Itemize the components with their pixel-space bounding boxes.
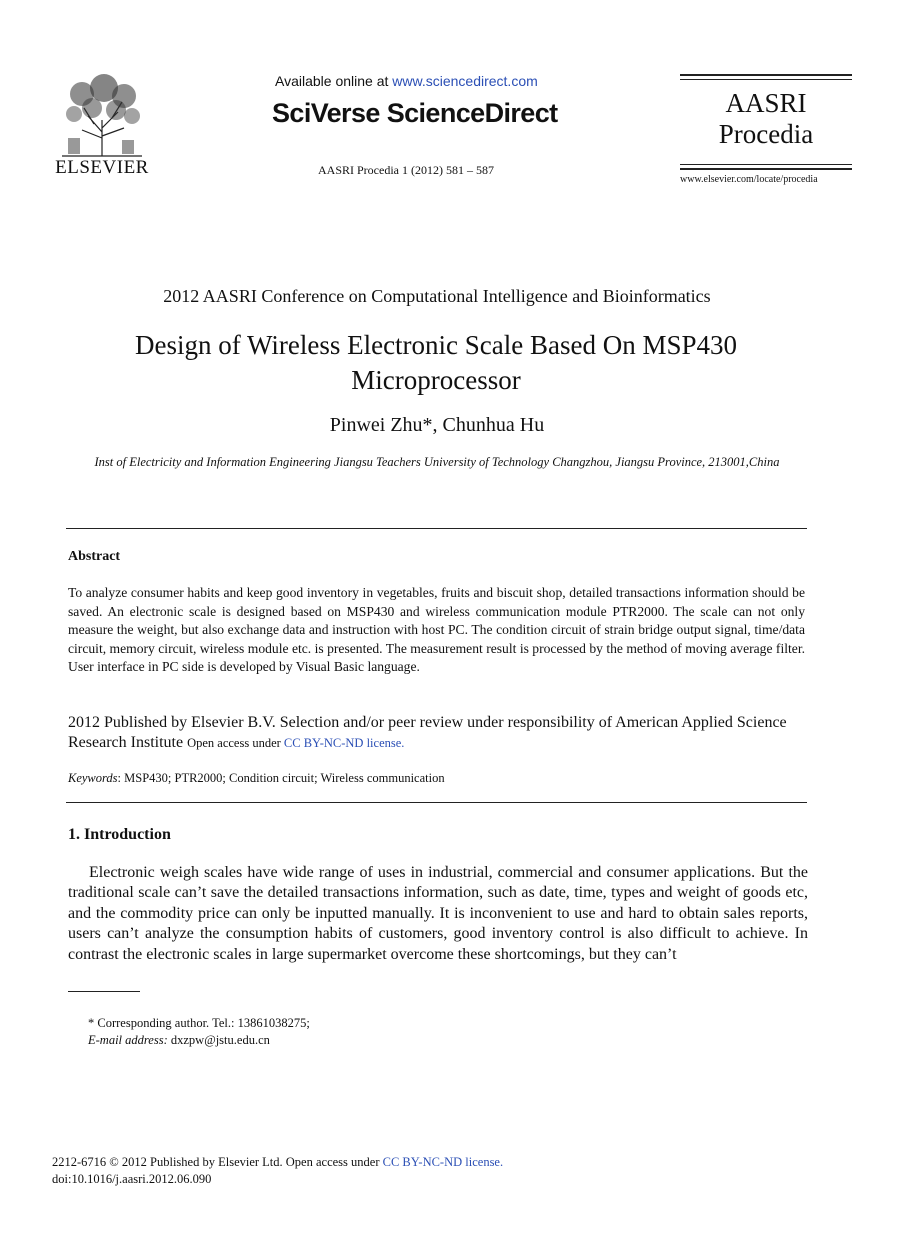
open-access-prefix: Open access under	[187, 735, 284, 750]
footnote	[88, 1015, 310, 1049]
keywords-label: Keywords	[68, 771, 118, 785]
intro-heading: 1. Introduction	[68, 826, 171, 843]
footnote-separator	[68, 991, 140, 992]
abstract-text: To analyze consumer habits and keep good inventory in vegetables, fruits and biscuit shop, detailed transactions information should be saved. An electronic scale is designed based on MSP430 and wireless communication module PTR2000. The scale can not only measure the weight, but also exchange data and instruction with host PC. The condition circuit of strain bridge output signal, time/data circuit, memory circuit, wireless module etc. is presented. The measurement result is processed by the method of moving average filter. User interface in PC side is developed by Visual Basic language.	[68, 585, 805, 674]
footnote-email	[88, 1032, 310, 1049]
affiliation: Inst of Electricity and Information Engineering Jiangsu Teachers University of Technology Changzhou, Jiangsu Province, 213001,China	[94, 455, 780, 469]
intro-text: Electronic weigh scales have wide range of uses in industrial, commercial and consumer applications. But the traditional scale can’t save the detailed transactions information, such as date, time, types and weight of goods etc, and the commodity price can only be inputted manually. It is inconvenient to use and hard to obtain sales reports, users can’t analyze the consumption habits of customers, good inventory control is also difficult to achieve. In contrast the electronic scales in large supermarket overcome these shortcomings, but they can’t	[68, 864, 808, 963]
email-address[interactable]: dxzpw@jstu.edu.cn	[170, 1033, 270, 1047]
journal-citation: AASRI Procedia 1 (2012) 581 – 587	[318, 163, 494, 177]
available-prefix: Available online at	[275, 73, 393, 89]
journal-rule-bottom-2	[680, 168, 852, 170]
available-online	[275, 73, 538, 89]
paper-title-line2: Microprocessor	[351, 365, 521, 395]
keywords	[68, 771, 445, 786]
journal-name	[680, 88, 852, 150]
keywords-text: : MSP430; PTR2000; Condition circuit; Wireless communication	[117, 771, 445, 785]
issn-text: 2212-6716 © 2012 Published by Elsevier Ltd. Open access under	[52, 1155, 383, 1169]
journal-name-line2: Procedia	[718, 119, 814, 149]
publication-note-text: 2012 Published by Elsevier B.V. Selection and/or peer review under responsibility of American Applied Science Research Institute	[68, 714, 787, 751]
journal-rule-top-1	[680, 74, 852, 76]
bottom-license-link[interactable]: CC BY-NC-ND license.	[382, 1155, 504, 1169]
paper-title-line1: Design of Wireless Electronic Scale Based On MSP430	[134, 330, 738, 360]
sciverse-brand: SciVerse ScienceDirect	[272, 98, 558, 128]
copyright-block	[52, 1154, 503, 1188]
authors: Pinwei Zhu*, Chunhua Hu	[329, 414, 545, 436]
journal-rule-top-2	[680, 79, 852, 80]
abstract-heading: Abstract	[68, 549, 121, 564]
abstract-divider-bottom	[66, 802, 807, 803]
journal-name-line1: AASRI	[725, 88, 807, 118]
journal-url[interactable]: www.elsevier.com/locate/procedia	[680, 174, 818, 185]
footnote-line1: * Corresponding author. Tel.: 13861038275;	[88, 1016, 310, 1030]
paper-title	[60, 328, 812, 398]
license-link[interactable]: CC BY-NC-ND license.	[283, 735, 405, 750]
journal-rule-bottom-1	[680, 164, 852, 165]
elsevier-wordmark: ELSEVIER	[55, 157, 149, 178]
issn-line	[52, 1154, 503, 1171]
conference-name: 2012 AASRI Conference on Computational Intelligence and Bioinformatics	[163, 286, 711, 306]
email-label: E-mail address:	[88, 1033, 168, 1047]
publication-note	[68, 713, 805, 753]
sciencedirect-link[interactable]: www.sciencedirect.com	[392, 73, 538, 89]
elsevier-tree-icon	[52, 72, 152, 158]
doi[interactable]: doi:10.1016/j.aasri.2012.06.090	[52, 1172, 212, 1186]
abstract-divider-top	[66, 528, 807, 529]
